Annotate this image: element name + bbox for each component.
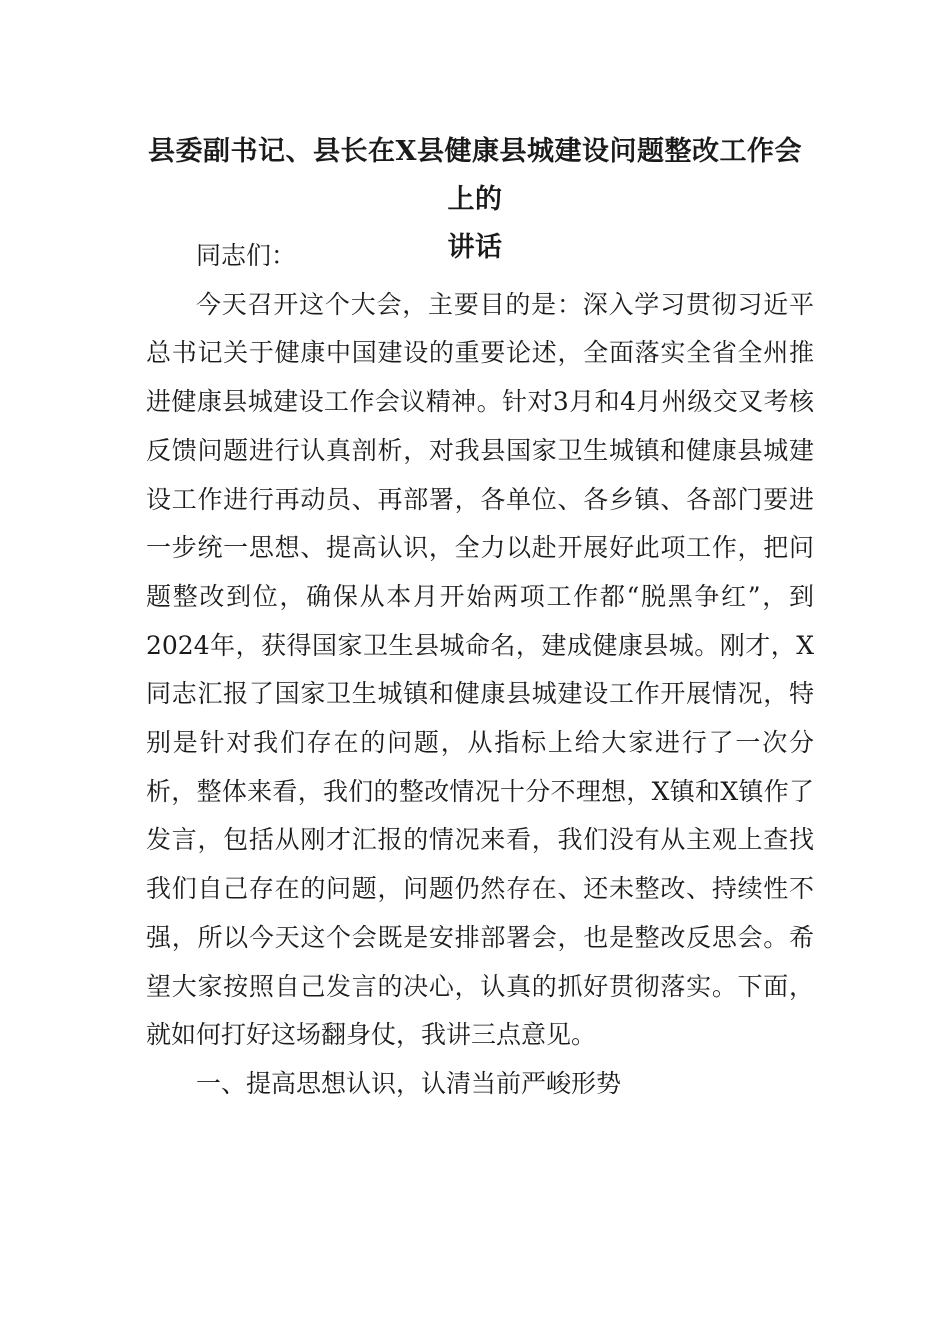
paragraph-1: 今天召开这个大会，主要目的是：深入学习贯彻习近平总书记关于健康中国建设的重要论述，全面落实全省全州推进健康县城建设工作会议精神。针对3月和4月州级交叉考核反馈问题进行认真剖析，对我县国家卫生城镇和健康县城建设工作进行再动员、再部署，各单位、各乡镇、各部门要进一步统一思想、提高认识，全力以赴开展好此项工作，把问题整改到位，确保从本月开始两项工作都“脱黑争红”，到2024年，获得国家卫生县城命名，建成健康县城。刚才，X同志汇报了国家卫生城镇和健康县城建设工作开展情况，特别是针对我们存在的问题，从指标上给大家进行了一次分析，整体来看，我们的整改情况十分不理想，X镇和X镇作了发言，包括从刚才汇报的情况来看，我们没有从主观上查找我们自己存在的问题，问题仍然存在、还未整改、持续性不强，所以今天这个会既是安排部署会，也是整改反思会。希望大家按照自己发言的决心，认真的抓好贯彻落实。下面，就如何打好这场翻身仗，我讲三点意见。	[146, 289, 814, 1050]
salutation: 同志们：	[196, 241, 297, 270]
title-line-2: 讲话	[447, 232, 503, 263]
document-body	[146, 232, 814, 1109]
section-heading-1: 一、提高思想认识，认清当前严峻形势	[196, 1068, 622, 1098]
title-line-1: 县委副书记、县长在X县健康县城建设问题整改工作会上的	[148, 136, 802, 215]
